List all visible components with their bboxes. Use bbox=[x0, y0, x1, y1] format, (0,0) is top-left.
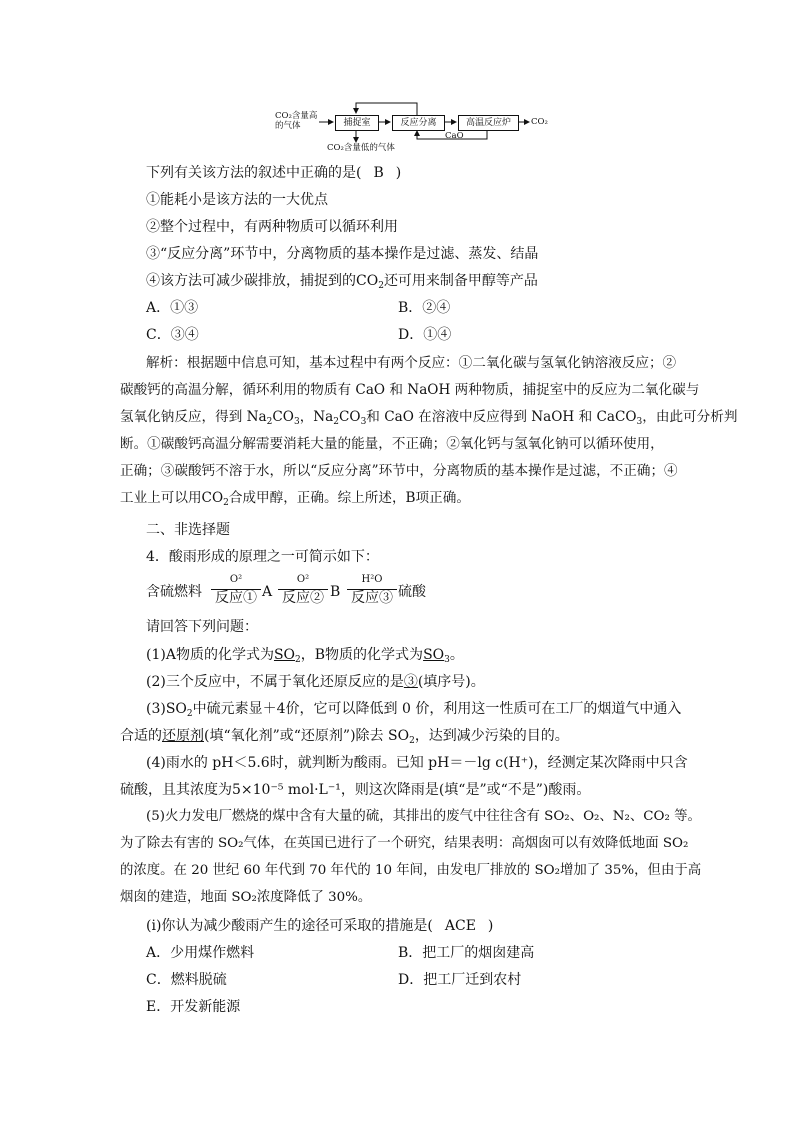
rxn-product-b: B bbox=[330, 584, 341, 600]
rxn-condition-2 bbox=[278, 574, 328, 606]
exp3-sub4: 3 bbox=[360, 417, 367, 427]
p3-e: (填“氧化剂”或“还原剂”)除去 SO bbox=[204, 728, 410, 744]
p2-a: (2)三个反应中，不属于氧化还原反应的是 bbox=[146, 674, 404, 690]
q4-part-4-line2 bbox=[120, 780, 590, 800]
exp3-e: 和 CaO 在溶液中反应得到 NaOH 和 CaCO bbox=[366, 409, 637, 425]
rxn3-label: 反应③ bbox=[351, 590, 393, 606]
p3-answer: 还原剂 bbox=[162, 728, 204, 744]
q4-part-2 bbox=[146, 672, 485, 692]
exp3-b: CO bbox=[272, 409, 294, 425]
q4-part-5-line2: 为了除去有害的 SO₂气体，在英国已进行了一个研究，结果表明：高烟囱可以有效降低地面 SO₂ bbox=[120, 836, 689, 851]
q3-option-b: B．②④ bbox=[398, 300, 451, 316]
q3-statement-3: ③“反应分离”环节中，分离物质的基本操作是过滤、蒸发、结晶 bbox=[146, 246, 539, 262]
q3-explanation-6 bbox=[120, 488, 470, 513]
p2-c: (填序号)。 bbox=[417, 674, 485, 690]
q4-ask: 请回答下列问题： bbox=[146, 619, 258, 635]
input-gas-label: CO₂含量高的气体 bbox=[275, 111, 318, 131]
exp3-d: CO bbox=[339, 409, 361, 425]
q4-part-3-line1 bbox=[146, 699, 681, 724]
q4-part-5-line3: 的浓度。在 20 世纪 60 年代到 70 年代的 10 年间，由发电厂排放的 SO₂增加了 35%，但由于高 bbox=[120, 863, 702, 878]
co2-output-label: CO₂ bbox=[531, 117, 548, 127]
q3-s4-part: ④该方法可减少碳排放，捕捉到的CO bbox=[146, 273, 379, 289]
rxn-condition-3 bbox=[347, 574, 397, 606]
p1-e: 。 bbox=[449, 647, 464, 663]
rxn1-label: 反应① bbox=[215, 590, 257, 606]
p4-b: 硫酸，且其浓度为5×10⁻⁵ mol·L⁻¹，则这次降雨是 bbox=[120, 782, 439, 798]
rxn1-reagent: O² bbox=[229, 574, 243, 585]
p1-b: SO bbox=[273, 647, 296, 663]
exp3-c: ，Na bbox=[299, 409, 334, 425]
section-heading: 二、非选择题 bbox=[146, 522, 230, 538]
p1-sub-a: 2 bbox=[295, 655, 301, 665]
q3-s4-part2: 还可用来制备甲醇等产品 bbox=[383, 273, 538, 289]
rxn3-reagent: H²O bbox=[361, 574, 383, 585]
exp3-f: ，由此可分析判 bbox=[642, 409, 738, 425]
q3-option-a: A．①③ bbox=[146, 300, 199, 316]
q3-s4-sub: 2 bbox=[378, 281, 384, 291]
capture-chamber-box: 捕捉室 bbox=[335, 115, 379, 131]
q3-stem-prefix: 下列有关该方法的叙述中正确的是( bbox=[146, 165, 362, 181]
q4-part-5-line4: 烟囱的建造，地面 SO₂浓度降低了 30%。 bbox=[120, 890, 372, 905]
exp3-a: 氢氧化钠反应，得到 Na bbox=[120, 409, 267, 425]
p3-a: (3)SO bbox=[146, 701, 187, 717]
q3-stem bbox=[146, 163, 401, 183]
p1-d: SO bbox=[423, 647, 445, 663]
q3-explanation-1: 解析：根据题中信息可知，基本过程中有两个反应：①二氧化碳与氢氧化钠溶液反应；② bbox=[146, 355, 677, 371]
q3-answer: B bbox=[373, 165, 384, 181]
p1-sub-b: 3 bbox=[444, 655, 450, 665]
q3-statement-2: ②整个过程中，有两种物质可以循环利用 bbox=[146, 219, 398, 235]
reaction-separation-box: 反应分离 bbox=[392, 115, 445, 131]
q3-explanation-5: 正确；③碳酸钙不溶于水，所以“反应分离”环节中，分离物质的基本操作是过滤，不正确；④ bbox=[120, 463, 678, 479]
flow-diagram bbox=[275, 95, 555, 155]
exp3-sub1: 2 bbox=[266, 417, 273, 427]
i-stem-b: ) bbox=[487, 918, 494, 934]
rxn-end: 硫酸 bbox=[398, 584, 426, 600]
rxn2-reagent: O² bbox=[296, 574, 310, 585]
q3-stem-suffix: ) bbox=[395, 165, 402, 181]
q3-option-c: C．③④ bbox=[146, 327, 199, 343]
q3-explanation-3 bbox=[120, 407, 737, 432]
q3-statement-1: ①能耗小是该方法的一大优点 bbox=[146, 192, 328, 208]
low-co2-gas-label: CO₂含量低的气体 bbox=[327, 143, 395, 153]
q4-part-5-line1: (5)火力发电厂燃烧的煤中含有大量的硫，其排出的废气中往往含有 SO₂、O₂、N₂、CO₂ 等。 bbox=[146, 809, 701, 824]
q4-option-e: E．开发新能源 bbox=[146, 999, 241, 1015]
q4-sub-i-stem bbox=[146, 916, 493, 936]
exp3-sub2: 3 bbox=[293, 417, 300, 427]
i-answer: ACE bbox=[444, 918, 476, 934]
i-stem-a: (ⅰ)你认为减少酸雨产生的途径可采取的措施是( bbox=[146, 918, 433, 934]
exp3-sub3: 2 bbox=[333, 417, 340, 427]
q3-explanation-4: 断。①碳酸钙高温分解需要消耗大量的能量，不正确；②氧化钙与氢氧化钠可以循环使用， bbox=[120, 436, 664, 452]
exp6-a: 工业上可以用CO bbox=[120, 490, 224, 506]
rxn-start: 含硫燃料 bbox=[146, 584, 202, 600]
q3-option-d: D．①④ bbox=[398, 327, 452, 343]
q3-explanation-2: 碳酸钙的高温分解，循环利用的物质有 CaO 和 NaOH 两种物质，捕捉室中的反应为二氧化碳与 bbox=[120, 382, 700, 398]
rxn-condition-1 bbox=[211, 574, 261, 606]
rxn-product-a: A bbox=[262, 584, 273, 600]
q4-option-a: A．少用煤作燃料 bbox=[146, 945, 255, 961]
q3-statement-4 bbox=[146, 271, 538, 296]
p1-answer-b bbox=[423, 647, 450, 663]
q4-option-d: D．把工厂迁到农村 bbox=[398, 972, 522, 988]
p1-a: (1)A物质的化学式为 bbox=[146, 647, 274, 663]
q4-stem: 4．酸雨形成的原理之一可简示如下： bbox=[146, 549, 379, 565]
p4-c: (填“是”或“不是”)酸雨。 bbox=[438, 782, 591, 798]
q4-part-1 bbox=[146, 645, 464, 670]
p1-answer-a bbox=[274, 647, 301, 663]
p3-sub: 2 bbox=[186, 709, 193, 719]
p1-c: ，B物质的化学式为 bbox=[300, 647, 424, 663]
q4-part-3-line2 bbox=[120, 726, 569, 751]
p3-c: 合适的 bbox=[120, 728, 162, 744]
q4-part-4-line1: (4)雨水的 pH＜5.6时，就判断为酸雨。已知 pH＝－lg c(H⁺)，经测定某次降雨中只含 bbox=[146, 755, 688, 771]
p3-b: 中硫元素显＋4价，它可以降低到 0 价，利用这一性质可在工厂的烟道气中通入 bbox=[192, 701, 682, 717]
p2-answer: ③ bbox=[403, 674, 418, 690]
exp6-sub: 2 bbox=[223, 498, 229, 508]
p3-sub2: 2 bbox=[409, 736, 415, 746]
p3-f: ，达到减少污染的目的。 bbox=[414, 728, 569, 744]
q4-option-c: C．燃料脱硫 bbox=[146, 972, 227, 988]
cao-label: CaO bbox=[445, 131, 464, 141]
q4-option-b: B．把工厂的烟囱建高 bbox=[398, 945, 535, 961]
exp3-sub5: 3 bbox=[636, 417, 643, 427]
exp6-b: 合成甲醇，正确。综上所述，B项正确。 bbox=[228, 490, 470, 506]
rxn2-label: 反应② bbox=[282, 590, 324, 606]
high-temp-furnace-box: 高温反应炉 bbox=[458, 115, 519, 131]
